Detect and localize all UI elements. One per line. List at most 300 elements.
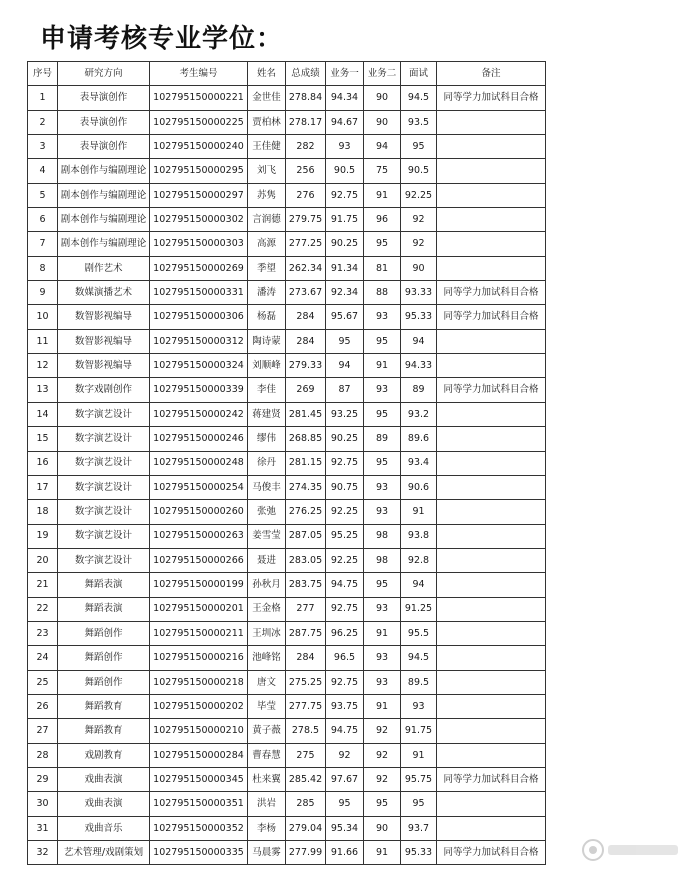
- cell-interview: 89: [401, 378, 437, 402]
- table-row: [28, 451, 546, 475]
- cell-total: 282: [286, 135, 326, 159]
- cell-remark: [437, 548, 546, 572]
- table-row: [28, 670, 546, 694]
- cell-subject1: 92.34: [326, 281, 364, 305]
- cell-total: 287.05: [286, 524, 326, 548]
- cell-total: 277.75: [286, 694, 326, 718]
- cell-exam-id: 102795150000240: [150, 135, 248, 159]
- cell-index: 12: [28, 354, 58, 378]
- cell-remark: [437, 159, 546, 183]
- cell-interview: 91.75: [401, 719, 437, 743]
- cell-subject1: 95: [326, 329, 364, 353]
- weibo-logo-icon: [582, 839, 604, 861]
- cell-name: 缪伟: [248, 427, 286, 451]
- cell-exam-id: 102795150000221: [150, 86, 248, 110]
- cell-name: 毕莹: [248, 694, 286, 718]
- cell-subject1: 96.25: [326, 621, 364, 645]
- cell-subject1: 92.25: [326, 500, 364, 524]
- cell-remark: [437, 135, 546, 159]
- cell-index: 15: [28, 427, 58, 451]
- cell-index: 9: [28, 281, 58, 305]
- cell-remark: [437, 573, 546, 597]
- cell-direction: 舞蹈表演: [58, 597, 150, 621]
- cell-index: 32: [28, 841, 58, 865]
- cell-exam-id: 102795150000263: [150, 524, 248, 548]
- cell-index: 23: [28, 621, 58, 645]
- cell-subject1: 93: [326, 135, 364, 159]
- cell-remark: 同等学力加试科目合格: [437, 378, 546, 402]
- cell-name: 马晨雾: [248, 841, 286, 865]
- cell-exam-id: 102795150000254: [150, 475, 248, 499]
- cell-subject2: 92: [364, 719, 401, 743]
- cell-subject1: 90.5: [326, 159, 364, 183]
- cell-exam-id: 102795150000216: [150, 646, 248, 670]
- cell-index: 6: [28, 208, 58, 232]
- cell-remark: [437, 451, 546, 475]
- cell-direction: 剧本创作与编剧理论: [58, 183, 150, 207]
- cell-name: 杜来翼: [248, 767, 286, 791]
- cell-subject2: 88: [364, 281, 401, 305]
- cell-subject2: 96: [364, 208, 401, 232]
- cell-subject2: 95: [364, 792, 401, 816]
- cell-name: 贾柏林: [248, 110, 286, 134]
- cell-interview: 95: [401, 135, 437, 159]
- cell-exam-id: 102795150000312: [150, 329, 248, 353]
- cell-direction: 数字演艺设计: [58, 402, 150, 426]
- cell-remark: [437, 719, 546, 743]
- cell-name: 王佳健: [248, 135, 286, 159]
- cell-total: 278.5: [286, 719, 326, 743]
- cell-interview: 90: [401, 256, 437, 280]
- table-row: [28, 646, 546, 670]
- cell-subject2: 90: [364, 86, 401, 110]
- cell-exam-id: 102795150000331: [150, 281, 248, 305]
- cell-subject2: 81: [364, 256, 401, 280]
- column-header-interview: 面试: [401, 62, 437, 86]
- table-row: [28, 110, 546, 134]
- cell-exam-id: 102795150000202: [150, 694, 248, 718]
- cell-total: 283.75: [286, 573, 326, 597]
- cell-index: 7: [28, 232, 58, 256]
- cell-interview: 93: [401, 694, 437, 718]
- cell-interview: 92: [401, 208, 437, 232]
- cell-subject2: 98: [364, 524, 401, 548]
- cell-interview: 90.5: [401, 159, 437, 183]
- cell-index: 21: [28, 573, 58, 597]
- cell-name: 苏隽: [248, 183, 286, 207]
- cell-exam-id: 102795150000297: [150, 183, 248, 207]
- cell-name: 聂进: [248, 548, 286, 572]
- table-row: [28, 500, 546, 524]
- cell-subject2: 93: [364, 475, 401, 499]
- cell-index: 17: [28, 475, 58, 499]
- cell-index: 8: [28, 256, 58, 280]
- cell-remark: [437, 329, 546, 353]
- cell-index: 18: [28, 500, 58, 524]
- cell-name: 高源: [248, 232, 286, 256]
- cell-total: 281.45: [286, 402, 326, 426]
- cell-total: 277.99: [286, 841, 326, 865]
- cell-interview: 93.33: [401, 281, 437, 305]
- cell-total: 276.25: [286, 500, 326, 524]
- cell-subject1: 91.34: [326, 256, 364, 280]
- cell-interview: 89.6: [401, 427, 437, 451]
- cell-exam-id: 102795150000246: [150, 427, 248, 451]
- cell-exam-id: 102795150000266: [150, 548, 248, 572]
- cell-direction: 舞蹈创作: [58, 621, 150, 645]
- cell-direction: 数智影视编导: [58, 305, 150, 329]
- cell-name: 马俊丰: [248, 475, 286, 499]
- cell-subject1: 95.67: [326, 305, 364, 329]
- cell-subject1: 93.25: [326, 402, 364, 426]
- table-row: [28, 621, 546, 645]
- cell-direction: 剧作艺术: [58, 256, 150, 280]
- cell-remark: [437, 792, 546, 816]
- cell-direction: 数字演艺设计: [58, 524, 150, 548]
- cell-name: 蒋建贤: [248, 402, 286, 426]
- table-row: [28, 573, 546, 597]
- cell-exam-id: 102795150000225: [150, 110, 248, 134]
- cell-interview: 92.8: [401, 548, 437, 572]
- table-row: [28, 475, 546, 499]
- cell-exam-id: 102795150000248: [150, 451, 248, 475]
- table-row: [28, 524, 546, 548]
- cell-total: 278.17: [286, 110, 326, 134]
- watermark: [582, 839, 680, 861]
- table-row: [28, 743, 546, 767]
- cell-subject2: 91: [364, 183, 401, 207]
- cell-index: 13: [28, 378, 58, 402]
- cell-subject1: 92.75: [326, 670, 364, 694]
- cell-subject2: 98: [364, 548, 401, 572]
- cell-name: 王金格: [248, 597, 286, 621]
- cell-subject2: 95: [364, 451, 401, 475]
- cell-exam-id: 102795150000335: [150, 841, 248, 865]
- cell-direction: 数字演艺设计: [58, 500, 150, 524]
- cell-subject1: 90.75: [326, 475, 364, 499]
- table-row: [28, 378, 546, 402]
- cell-index: 29: [28, 767, 58, 791]
- cell-name: 言润德: [248, 208, 286, 232]
- cell-name: 杨磊: [248, 305, 286, 329]
- cell-exam-id: 102795150000303: [150, 232, 248, 256]
- cell-subject1: 93.75: [326, 694, 364, 718]
- cell-remark: 同等学力加试科目合格: [437, 86, 546, 110]
- cell-subject1: 94.75: [326, 573, 364, 597]
- cell-subject2: 90: [364, 816, 401, 840]
- cell-total: 273.67: [286, 281, 326, 305]
- table-row: [28, 816, 546, 840]
- cell-subject2: 89: [364, 427, 401, 451]
- cell-subject1: 95.34: [326, 816, 364, 840]
- cell-subject1: 94.75: [326, 719, 364, 743]
- cell-direction: 剧本创作与编剧理论: [58, 208, 150, 232]
- cell-index: 19: [28, 524, 58, 548]
- cell-total: 268.85: [286, 427, 326, 451]
- cell-subject1: 90.25: [326, 232, 364, 256]
- cell-remark: [437, 256, 546, 280]
- cell-interview: 94.5: [401, 646, 437, 670]
- table-row: [28, 329, 546, 353]
- cell-subject1: 92: [326, 743, 364, 767]
- cell-total: 262.34: [286, 256, 326, 280]
- cell-subject1: 94: [326, 354, 364, 378]
- table-row: [28, 792, 546, 816]
- cell-index: 2: [28, 110, 58, 134]
- cell-remark: [437, 232, 546, 256]
- cell-total: 287.75: [286, 621, 326, 645]
- cell-remark: [437, 354, 546, 378]
- column-header-name: 姓名: [248, 62, 286, 86]
- cell-exam-id: 102795150000211: [150, 621, 248, 645]
- cell-remark: 同等学力加试科目合格: [437, 281, 546, 305]
- cell-direction: 数字演艺设计: [58, 427, 150, 451]
- cell-remark: [437, 208, 546, 232]
- watermark-handle-mark: [608, 845, 678, 855]
- cell-index: 5: [28, 183, 58, 207]
- cell-index: 11: [28, 329, 58, 353]
- table-row: [28, 427, 546, 451]
- cell-exam-id: 102795150000199: [150, 573, 248, 597]
- table-header-row: [28, 62, 546, 86]
- cell-exam-id: 102795150000218: [150, 670, 248, 694]
- cell-name: 刘顺峰: [248, 354, 286, 378]
- cell-subject1: 90.25: [326, 427, 364, 451]
- cell-total: 285.42: [286, 767, 326, 791]
- table-row: [28, 841, 546, 865]
- cell-name: 孙秋月: [248, 573, 286, 597]
- cell-subject1: 91.66: [326, 841, 364, 865]
- cell-direction: 数字演艺设计: [58, 548, 150, 572]
- cell-name: 王圳冰: [248, 621, 286, 645]
- cell-interview: 93.2: [401, 402, 437, 426]
- table-row: [28, 694, 546, 718]
- cell-remark: [437, 597, 546, 621]
- cell-remark: [437, 402, 546, 426]
- cell-subject2: 93: [364, 646, 401, 670]
- cell-exam-id: 102795150000339: [150, 378, 248, 402]
- cell-subject1: 87: [326, 378, 364, 402]
- cell-interview: 94: [401, 329, 437, 353]
- cell-subject2: 93: [364, 670, 401, 694]
- table-row: [28, 305, 546, 329]
- cell-subject2: 91: [364, 694, 401, 718]
- cell-remark: [437, 524, 546, 548]
- cell-exam-id: 102795150000306: [150, 305, 248, 329]
- cell-subject2: 92: [364, 767, 401, 791]
- table-row: [28, 548, 546, 572]
- table-row: [28, 354, 546, 378]
- cell-direction: 数媒演播艺术: [58, 281, 150, 305]
- cell-total: 284: [286, 329, 326, 353]
- cell-remark: [437, 500, 546, 524]
- cell-name: 李杨: [248, 816, 286, 840]
- cell-subject2: 91: [364, 841, 401, 865]
- cell-interview: 94: [401, 573, 437, 597]
- cell-index: 31: [28, 816, 58, 840]
- cell-subject1: 95.25: [326, 524, 364, 548]
- table-row: [28, 208, 546, 232]
- cell-direction: 舞蹈表演: [58, 573, 150, 597]
- cell-subject2: 91: [364, 354, 401, 378]
- cell-exam-id: 102795150000352: [150, 816, 248, 840]
- column-header-subject1: 业务一: [326, 62, 364, 86]
- cell-remark: [437, 743, 546, 767]
- cell-remark: [437, 670, 546, 694]
- cell-total: 285: [286, 792, 326, 816]
- column-header-exam-id: 考生编号: [150, 62, 248, 86]
- cell-direction: 戏剧教育: [58, 743, 150, 767]
- cell-remark: [437, 621, 546, 645]
- cell-name: 季望: [248, 256, 286, 280]
- column-header-remark: 备注: [437, 62, 546, 86]
- cell-total: 277: [286, 597, 326, 621]
- cell-name: 池峰铭: [248, 646, 286, 670]
- cell-exam-id: 102795150000295: [150, 159, 248, 183]
- cell-direction: 舞蹈教育: [58, 694, 150, 718]
- cell-remark: [437, 475, 546, 499]
- cell-direction: 剧本创作与编剧理论: [58, 232, 150, 256]
- cell-interview: 92.25: [401, 183, 437, 207]
- cell-total: 276: [286, 183, 326, 207]
- cell-name: 刘飞: [248, 159, 286, 183]
- cell-interview: 91: [401, 743, 437, 767]
- table-row: [28, 256, 546, 280]
- cell-interview: 94.5: [401, 86, 437, 110]
- cell-direction: 剧本创作与编剧理论: [58, 159, 150, 183]
- table-row: [28, 135, 546, 159]
- cell-remark: [437, 110, 546, 134]
- table-row: [28, 281, 546, 305]
- table-row: [28, 232, 546, 256]
- cell-subject2: 95: [364, 402, 401, 426]
- table-row: [28, 183, 546, 207]
- cell-name: 姜雪莹: [248, 524, 286, 548]
- cell-total: 281.15: [286, 451, 326, 475]
- cell-total: 284: [286, 305, 326, 329]
- cell-exam-id: 102795150000242: [150, 402, 248, 426]
- cell-index: 14: [28, 402, 58, 426]
- cell-total: 277.25: [286, 232, 326, 256]
- column-header-total: 总成绩: [286, 62, 326, 86]
- cell-subject2: 93: [364, 305, 401, 329]
- cell-total: 279.75: [286, 208, 326, 232]
- cell-direction: 数字演艺设计: [58, 451, 150, 475]
- cell-exam-id: 102795150000201: [150, 597, 248, 621]
- cell-direction: 数字演艺设计: [58, 475, 150, 499]
- page-title: 申请考核专业学位：: [40, 24, 284, 54]
- cell-total: 283.05: [286, 548, 326, 572]
- cell-index: 1: [28, 86, 58, 110]
- table-row: [28, 719, 546, 743]
- cell-interview: 93.4: [401, 451, 437, 475]
- cell-total: 256: [286, 159, 326, 183]
- cell-name: 黄子薇: [248, 719, 286, 743]
- cell-subject1: 92.25: [326, 548, 364, 572]
- cell-total: 275.25: [286, 670, 326, 694]
- cell-remark: [437, 183, 546, 207]
- cell-index: 26: [28, 694, 58, 718]
- table-row: [28, 159, 546, 183]
- table-row: [28, 86, 546, 110]
- cell-subject2: 95: [364, 232, 401, 256]
- cell-index: 22: [28, 597, 58, 621]
- column-header-subject2: 业务二: [364, 62, 401, 86]
- cell-interview: 91: [401, 500, 437, 524]
- cell-direction: 戏曲音乐: [58, 816, 150, 840]
- cell-total: 269: [286, 378, 326, 402]
- cell-remark: [437, 816, 546, 840]
- cell-subject1: 94.34: [326, 86, 364, 110]
- cell-exam-id: 102795150000269: [150, 256, 248, 280]
- cell-interview: 95.33: [401, 305, 437, 329]
- cell-interview: 89.5: [401, 670, 437, 694]
- cell-interview: 90.6: [401, 475, 437, 499]
- cell-subject2: 90: [364, 110, 401, 134]
- cell-direction: 表导演创作: [58, 110, 150, 134]
- cell-name: 徐丹: [248, 451, 286, 475]
- cell-name: 金世佳: [248, 86, 286, 110]
- cell-direction: 戏曲表演: [58, 792, 150, 816]
- cell-index: 25: [28, 670, 58, 694]
- cell-remark: 同等学力加试科目合格: [437, 305, 546, 329]
- cell-index: 24: [28, 646, 58, 670]
- cell-subject1: 92.75: [326, 597, 364, 621]
- cell-direction: 数智影视编导: [58, 354, 150, 378]
- cell-direction: 舞蹈创作: [58, 646, 150, 670]
- cell-total: 279.33: [286, 354, 326, 378]
- cell-exam-id: 102795150000284: [150, 743, 248, 767]
- cell-index: 20: [28, 548, 58, 572]
- cell-name: 陶诗蒙: [248, 329, 286, 353]
- cell-subject2: 93: [364, 378, 401, 402]
- cell-exam-id: 102795150000351: [150, 792, 248, 816]
- cell-interview: 93.5: [401, 110, 437, 134]
- cell-index: 27: [28, 719, 58, 743]
- cell-interview: 91.25: [401, 597, 437, 621]
- cell-exam-id: 102795150000324: [150, 354, 248, 378]
- cell-subject2: 94: [364, 135, 401, 159]
- cell-subject1: 92.75: [326, 183, 364, 207]
- cell-subject2: 92: [364, 743, 401, 767]
- cell-name: 李佳: [248, 378, 286, 402]
- cell-total: 275: [286, 743, 326, 767]
- cell-remark: 同等学力加试科目合格: [437, 841, 546, 865]
- cell-interview: 95.5: [401, 621, 437, 645]
- cell-index: 3: [28, 135, 58, 159]
- cell-direction: 表导演创作: [58, 135, 150, 159]
- cell-name: 潘涛: [248, 281, 286, 305]
- cell-direction: 舞蹈教育: [58, 719, 150, 743]
- cell-subject2: 93: [364, 597, 401, 621]
- cell-subject1: 91.75: [326, 208, 364, 232]
- cell-name: 曹春慧: [248, 743, 286, 767]
- cell-index: 16: [28, 451, 58, 475]
- cell-subject1: 97.67: [326, 767, 364, 791]
- cell-subject1: 96.5: [326, 646, 364, 670]
- cell-interview: 94.33: [401, 354, 437, 378]
- cell-interview: 93.7: [401, 816, 437, 840]
- cell-name: 张弛: [248, 500, 286, 524]
- cell-subject2: 95: [364, 329, 401, 353]
- cell-remark: [437, 646, 546, 670]
- cell-subject1: 92.75: [326, 451, 364, 475]
- cell-interview: 93.8: [401, 524, 437, 548]
- table-body: [28, 86, 546, 865]
- cell-interview: 95.75: [401, 767, 437, 791]
- cell-remark: 同等学力加试科目合格: [437, 767, 546, 791]
- cell-exam-id: 102795150000210: [150, 719, 248, 743]
